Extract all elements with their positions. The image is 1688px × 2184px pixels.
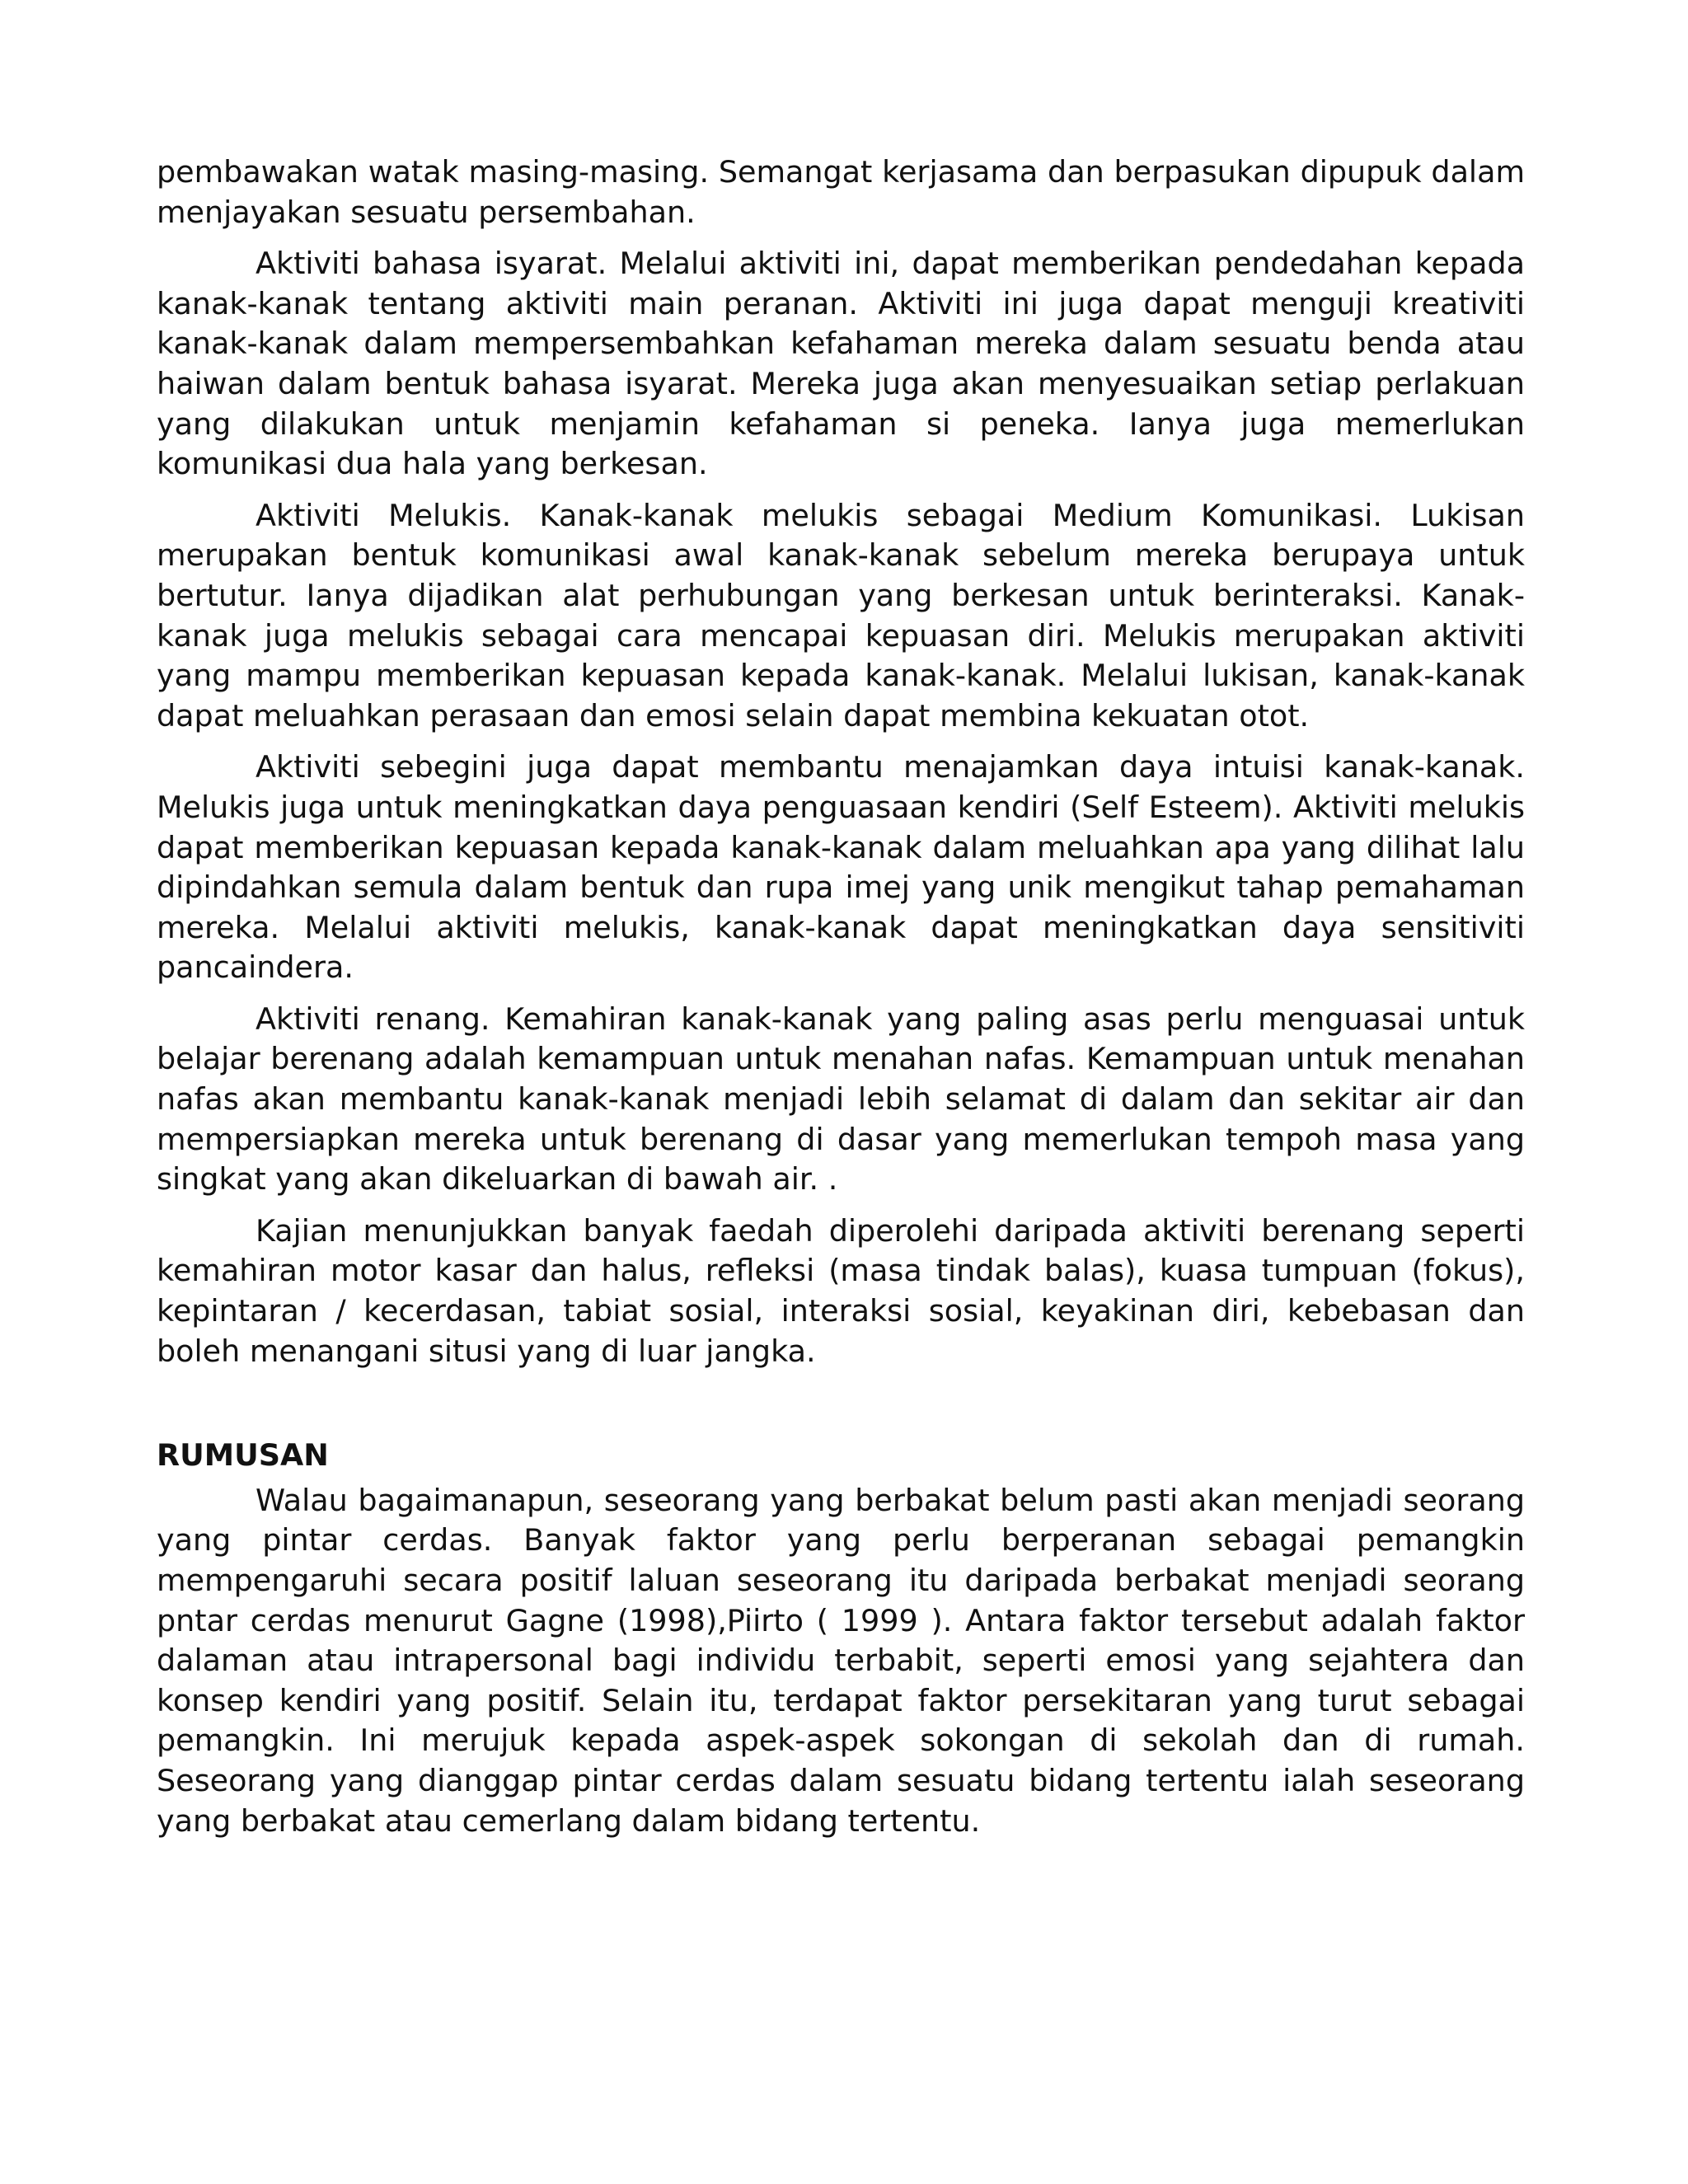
document-page bbox=[157, 152, 1525, 1853]
paragraph-bahasa-isyarat: Aktiviti bahasa isyarat. Melalui aktiviti ini, dapat memberikan pendedahan kepada kanak-kanak tentang aktiviti main peranan. Aktiviti ini juga dapat menguji kreativiti kanak-kanak dalam mempersembahkan kefahaman mereka dalam sesuatu benda atau haiwan dalam bentuk bahasa isyarat. Mereka juga akan menyesuaikan setiap perlakuan yang dilakukan untuk menjamin kefahaman si peneka. Ianya juga memerlukan komunikasi dua hala yang berkesan. bbox=[157, 246, 1525, 482]
paragraph-rumusan: Walau bagaimanapun, seseorang yang berbakat belum pasti akan menjadi seorang yang pintar cerdas. Banyak faktor yang perlu berperanan sebagai pemangkin mempengaruhi secara positif laluan seseorang itu daripada berbakat menjadi seorang pntar cerdas menurut Gagne (1998),Piirto ( 1999 ). Antara faktor tersebut adalah faktor dalaman atau intrapersonal bagi individu terbabit, seperti emosi yang sejahtera dan konsep kendiri yang positif. Selain itu, terdapat faktor persekitaran yang turut sebagai pemangkin. Ini merujuk kepada aspek-aspek sokongan di sekolah dan di rumah. Seseorang yang dianggap pintar cerdas dalam sesuatu bidang tertentu ialah seseorang yang berbakat atau cemerlang dalam bidang tertentu. bbox=[157, 1482, 1525, 1839]
section-heading-rumusan: RUMUSAN bbox=[157, 1437, 329, 1474]
paragraph-continuation: pembawakan watak masing-masing. Semangat kerjasama dan berpasukan dipupuk dalam menjayakan sesuatu persembahan. bbox=[157, 154, 1525, 230]
paragraph-kajian: Kajian menunjukkan banyak faedah diperolehi daripada aktiviti berenang seperti kemahiran motor kasar dan halus, refleksi (masa tindak balas), kuasa tumpuan (fokus), kepintaran / kecerdasan, tabiat sosial, interaksi sosial, keyakinan diri, kebebasan dan boleh menangani situsi yang di luar jangka. bbox=[157, 1212, 1525, 1369]
paragraph-renang: Aktiviti renang. Kemahiran kanak-kanak yang paling asas perlu menguasai untuk belajar berenang adalah kemampuan untuk menahan nafas. Kemampuan untuk menahan nafas akan membantu kanak-kanak menjadi lebih selamat di dalam dan sekitar air dan mempersiapkan mereka untuk berenang di dasar yang memerlukan tempoh masa yang singkat yang akan dikeluarkan di bawah air. . bbox=[157, 1001, 1525, 1197]
paragraph-melukis-continued: Aktiviti sebegini juga dapat membantu menajamkan daya intuisi kanak-kanak. Melukis juga untuk meningkatkan daya penguasaan kendiri (Self Esteem). Aktiviti melukis dapat memberikan kepuasan kepada kanak-kanak dalam meluahkan apa yang dilihat lalu dipindahkan semula dalam bentuk dan rupa imej yang unik mengikut tahap pemahaman mereka. Melalui aktiviti melukis, kanak-kanak dapat meningkatkan daya sensitiviti pancaindera. bbox=[157, 749, 1525, 986]
paragraph-melukis: Aktiviti Melukis. Kanak-kanak melukis sebagai Medium Komunikasi. Lukisan merupakan bentuk komunikasi awal kanak-kanak sebelum mereka berupaya untuk bertutur. Ianya dijadikan alat perhubungan yang berkesan untuk berinteraksi. Kanak-kanak juga melukis sebagai cara mencapai kepuasan diri. Melukis merupakan aktiviti yang mampu memberikan kepuasan kepada kanak-kanak. Melalui lukisan, kanak-kanak dapat meluahkan perasaan dan emosi selain dapat membina kekuatan otot. bbox=[157, 497, 1525, 733]
